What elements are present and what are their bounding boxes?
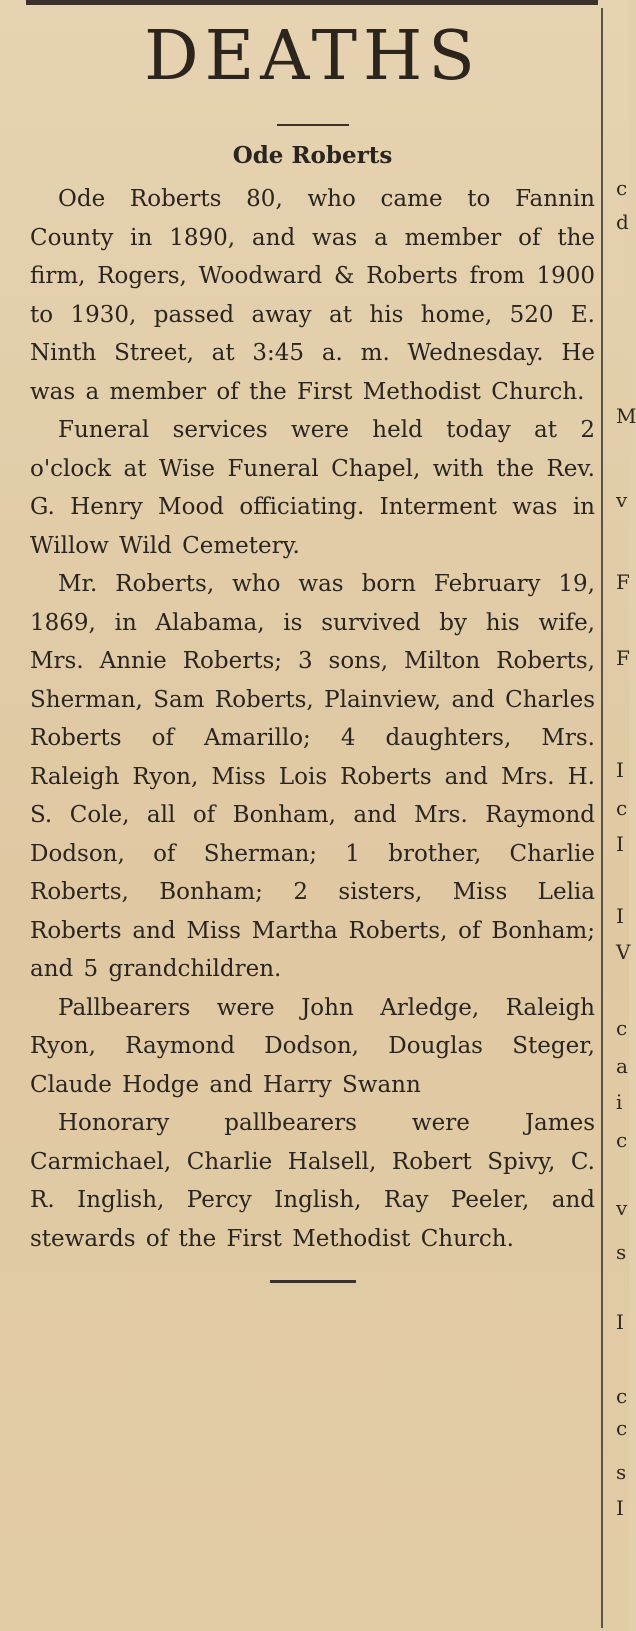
funeral-paragraph: Funeral services were held today at 2 o'clock at Wise Funeral Chapel, with the Rev. G. Henry Mood officiating. Interment was in Willow Wild Cemetery. bbox=[30, 417, 595, 559]
adjacent-fragment: I bbox=[616, 1310, 624, 1334]
adjacent-fragment: v bbox=[616, 1196, 628, 1220]
adjacent-fragment: F bbox=[616, 570, 630, 594]
adjacent-fragment: a bbox=[616, 1054, 628, 1078]
adjacent-fragment: s bbox=[616, 1460, 627, 1484]
adjacent-fragment: c bbox=[616, 1384, 628, 1408]
headline-divider bbox=[277, 124, 349, 126]
obituary-paragraph: Ode Roberts 80, who came to Fannin County in 1890, and was a member of the firm, Rogers, Woodward & Roberts from 1900 to 1930, passed away at his home, 520 E. Ninth Street, at 3:45 a. m. Wednesday. He was a member of the First Methodist Church. bbox=[30, 186, 595, 405]
obituary-column bbox=[30, 10, 595, 1283]
adjacent-fragment: c bbox=[616, 796, 628, 820]
adjacent-column-fragments bbox=[606, 0, 636, 1631]
adjacent-fragment: s bbox=[616, 1240, 627, 1264]
obituary-name-heading: Ode Roberts bbox=[232, 142, 393, 169]
adjacent-fragment: I bbox=[616, 832, 624, 856]
pallbearers-paragraph: Pallbearers were John Arledge, Raleigh Ryon, Raymond Dodson, Douglas Steger, Claude Hodge and Harry Swann bbox=[30, 994, 595, 1098]
adjacent-fragment: V bbox=[616, 940, 631, 964]
adjacent-fragment: F bbox=[616, 646, 630, 670]
adjacent-fragment: c bbox=[616, 1128, 628, 1152]
adjacent-fragment: d bbox=[616, 210, 629, 234]
adjacent-fragment: I bbox=[616, 758, 624, 782]
adjacent-fragment: i bbox=[616, 1090, 623, 1114]
adjacent-fragment: I bbox=[616, 1496, 624, 1520]
top-rule bbox=[26, 0, 598, 5]
adjacent-fragment: c bbox=[616, 1016, 628, 1040]
survivors-paragraph: Mr. Roberts, who was born February 19, 1869, in Alabama, is survived by his wife, Mrs. Annie Roberts; 3 sons, Milton Roberts, Sherman, Sam Roberts, Plainview, and Charles Roberts of Amarillo; 4 daughters, Mrs. Raleigh Ryon, Miss Lois Roberts and Mrs. H. S. Cole, all of Bonham, and Mrs. Raymond Dodson, of Sherman; 1 brother, Charlie Roberts, Bonham; 2 sisters, Miss Lelia Roberts and Miss Martha Roberts, of Bonham; and 5 grandchildren. bbox=[30, 571, 595, 982]
article-end-rule bbox=[270, 1280, 356, 1283]
adjacent-fragment: I bbox=[616, 904, 624, 928]
section-headline: DEATHS bbox=[144, 17, 481, 96]
adjacent-fragment: c bbox=[616, 1416, 628, 1440]
honorary-pallbearers-paragraph: Honorary pallbearers were James Carmichael, Charlie Halsell, Robert Spivy, C. R. Inglish, Percy Inglish, Ray Peeler, and stewards of the First Methodist Church. bbox=[30, 1110, 595, 1252]
adjacent-fragment: v bbox=[616, 488, 628, 512]
column-divider bbox=[601, 8, 603, 1628]
adjacent-fragment: M bbox=[616, 404, 636, 428]
adjacent-fragment: c bbox=[616, 176, 628, 200]
